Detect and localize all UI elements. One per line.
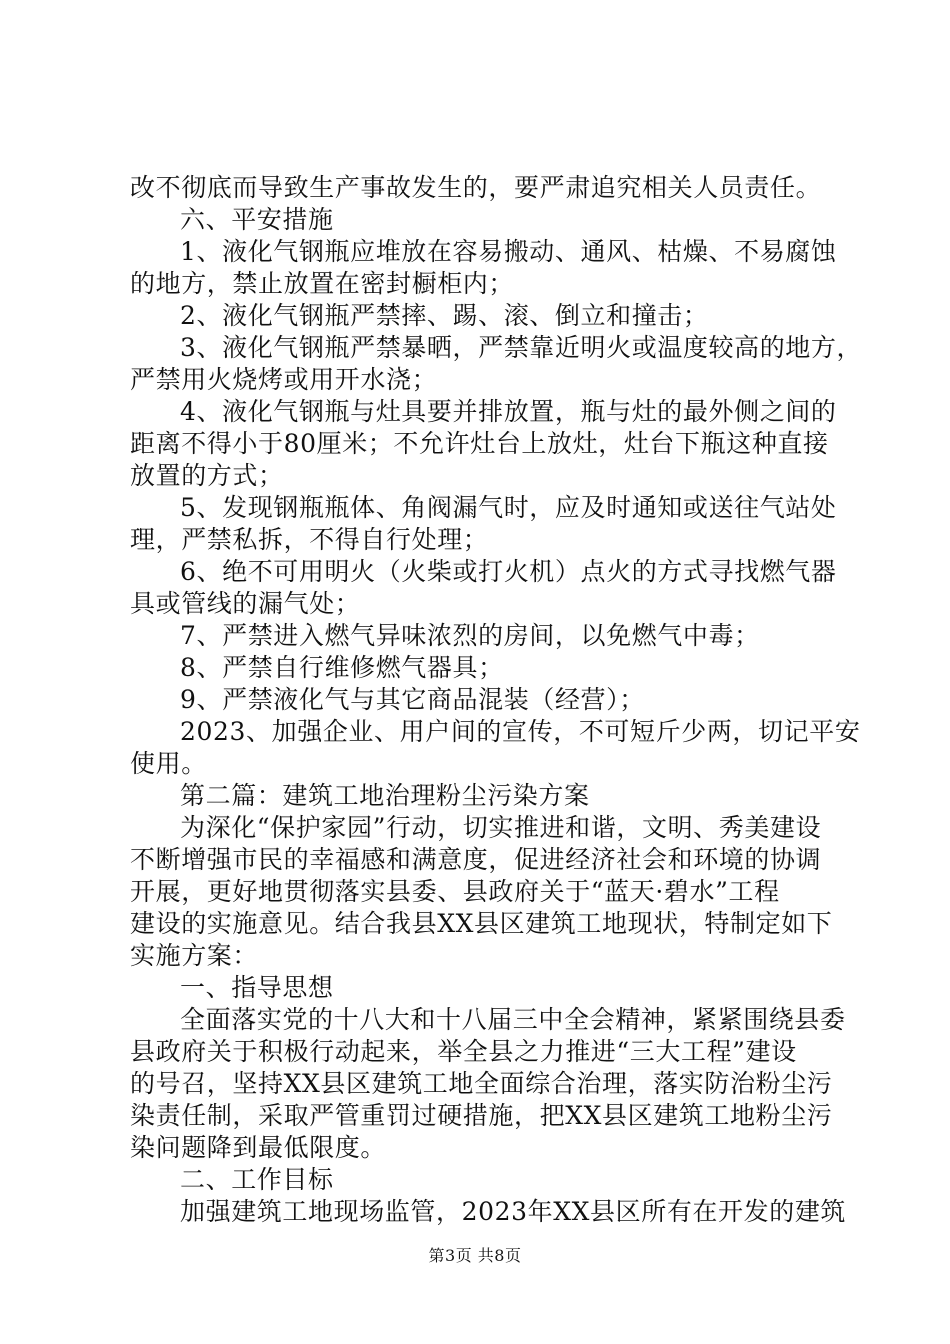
text-line: 6、绝不可用明火（火柴或打火机）点火的方式寻找燃气器 bbox=[180, 557, 837, 586]
text-line: 2023、加强企业、用户间的宣传，不可短斤少两，切记平安 bbox=[180, 717, 861, 746]
text-line: 为深化“保护家园”行动，切实推进和谐，文明、秀美建设 bbox=[180, 813, 822, 842]
text-line: 县政府关于积极行动起来，举全县之力推进“三大工程”建设 bbox=[130, 1037, 797, 1066]
text-line: 具或管线的漏气处； bbox=[130, 589, 361, 618]
section-heading: 二、工作目标 bbox=[180, 1165, 334, 1194]
page-number: 第3页 共8页 bbox=[428, 1246, 522, 1265]
section-heading: 六、平安措施 bbox=[180, 205, 334, 234]
text-line: 使用。 bbox=[130, 749, 207, 778]
text-line: 9、严禁液化气与其它商品混装（经营）； bbox=[180, 685, 645, 714]
text-line: 的地方，禁止放置在密封橱柜内； bbox=[130, 269, 515, 298]
text-line: 建设的实施意见。结合我县XX县区建筑工地现状，特制定如下 bbox=[130, 909, 833, 938]
text-line: 全面落实党的十八大和十八届三中全会精神，紧紧围绕县委 bbox=[180, 1005, 846, 1034]
chapter-heading: 第二篇：建筑工地治理粉尘污染方案 bbox=[180, 781, 590, 810]
text-line: 4、液化气钢瓶与灶具要并排放置，瓶与灶的最外侧之间的 bbox=[180, 397, 837, 426]
text-line: 实施方案： bbox=[130, 941, 259, 970]
section-heading: 一、指导思想 bbox=[180, 973, 334, 1002]
text-line: 7、严禁进入燃气异味浓烈的房间，以免燃气中毒； bbox=[180, 621, 760, 650]
text-line: 理，严禁私拆，不得自行处理； bbox=[130, 525, 489, 554]
text-line: 染责任制，采取严管重罚过硬措施，把XX县区建筑工地粉尘污 bbox=[130, 1101, 833, 1130]
text-line: 改不彻底而导致生产事故发生的，要严肃追究相关人员责任。 bbox=[130, 173, 822, 202]
text-line: 2、液化气钢瓶严禁摔、踢、滚、倒立和撞击； bbox=[180, 301, 709, 330]
text-line: 放置的方式； bbox=[130, 461, 284, 490]
text-line: 1、液化气钢瓶应堆放在容易搬动、通风、枯燥、不易腐蚀 bbox=[180, 237, 837, 266]
text-line: 8、严禁自行维修燃气器具； bbox=[180, 653, 504, 682]
document-body bbox=[130, 172, 863, 1228]
text-line: 严禁用火烧烤或用开水浇； bbox=[130, 365, 438, 394]
text-line: 染问题降到最低限度。 bbox=[130, 1133, 387, 1162]
text-line: 距离不得小于80厘米；不允许灶台上放灶，灶台下瓶这种直接 bbox=[130, 429, 829, 458]
text-line: 3、液化气钢瓶严禁暴晒，严禁靠近明火或温度较高的地方， bbox=[180, 333, 863, 362]
text-line: 的号召，坚持XX县区建筑工地全面综合治理，落实防治粉尘污 bbox=[130, 1069, 833, 1098]
text-line: 5、发现钢瓶瓶体、角阀漏气时，应及时通知或送往气站处 bbox=[180, 493, 837, 522]
text-line: 开展，更好地贯彻落实县委、县政府关于“蓝天·碧水”工程 bbox=[130, 877, 780, 906]
text-line: 加强建筑工地现场监管，2023年XX县区所有在开发的建筑 bbox=[180, 1197, 847, 1226]
text-line: 不断增强市民的幸福感和满意度，促进经济社会和环境的协调 bbox=[130, 845, 822, 874]
